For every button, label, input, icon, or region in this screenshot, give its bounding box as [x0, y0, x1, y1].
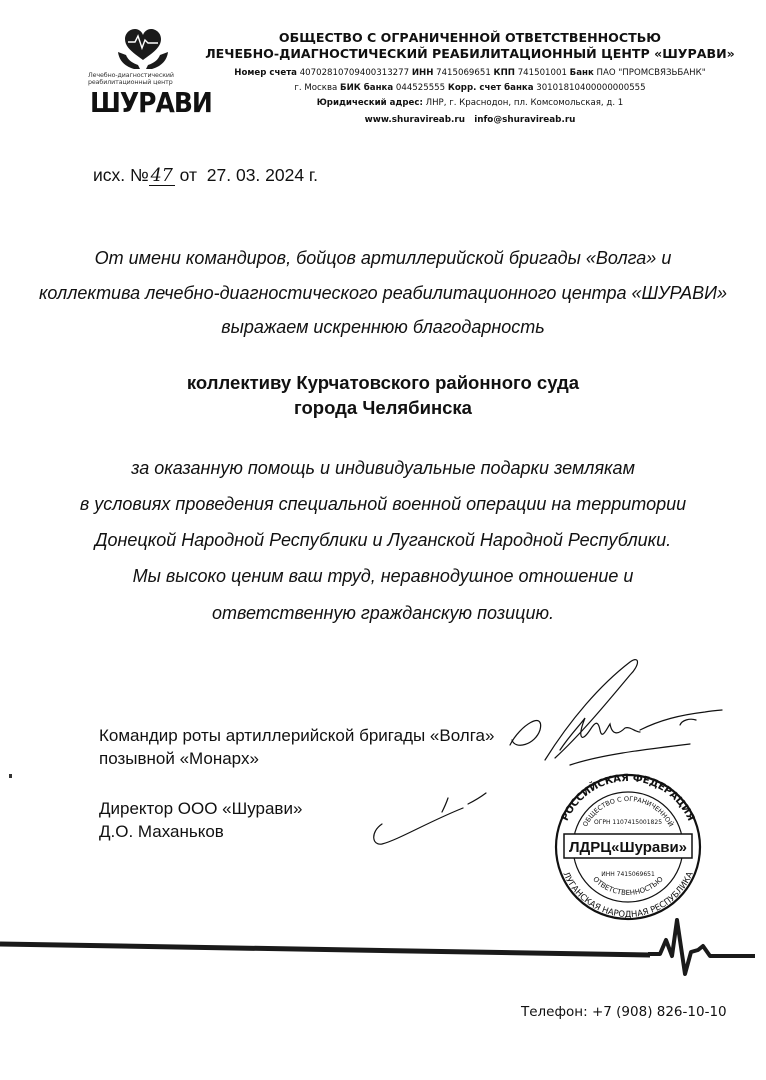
stamp-outer-bottom: ЛУГАНСКАЯ НАРОДНАЯ РЕСПУБЛИКА	[560, 870, 696, 920]
recipient-line: города Челябинска	[294, 397, 472, 418]
org-name-line2: ЛЕЧЕБНО-ДИАГНОСТИЧЕСКИЙ РЕАБИЛИТАЦИОННЫЙ ЦЕНТР «ШУРАВИ»	[205, 46, 735, 61]
logo-subtitle: Лечебно-диагностический реабилитационный центр	[88, 72, 174, 86]
email-link[interactable]: info@shuravireab.ru	[474, 115, 576, 125]
bik-label: БИК банка	[340, 83, 394, 93]
account-value: 40702810709400313277	[299, 68, 410, 78]
footer-phone	[521, 1004, 727, 1020]
commander-title: Командир роты артиллерийской бригады «Волга»	[99, 726, 495, 745]
address-value: ЛНР, г. Краснодон, пл. Комсомольская, д. 1	[425, 98, 624, 108]
body-line: ответственную гражданскую позицию.	[211, 603, 555, 623]
stamp-ogrn: ОГРН 1107415001825	[593, 819, 663, 826]
body-line: Донецкой Народной Республики и Луганской Народной Республики.	[94, 530, 672, 550]
reference-prefix: исх. №	[93, 165, 149, 185]
bik-value: 044525555	[395, 83, 446, 93]
svg-text:ОТВЕТСТВЕННОСТЬЮ	[591, 875, 665, 897]
reference-date: 27. 03. 2024 г.	[206, 165, 319, 185]
address-label: Юридический адрес:	[316, 98, 423, 108]
intro-line: коллектива лечебно-диагностического реабилитационного центра «ШУРАВИ»	[38, 283, 728, 303]
kpp-label: КПП	[493, 68, 515, 78]
scan-speck	[9, 774, 12, 778]
bank-label: Банк	[569, 68, 594, 78]
body-line: за оказанную помощь и индивидуальные подарки землякам	[131, 458, 635, 478]
heartbeat-line-icon	[0, 918, 766, 993]
phone-value: +7 (908) 826-10-10	[591, 1004, 727, 1020]
website-link[interactable]: www.shuravireab.ru	[364, 115, 465, 125]
bank-value: ПАО "ПРОМСВЯЗЬБАНК"	[596, 68, 706, 78]
legal-address	[190, 98, 750, 108]
body-line: Мы высоко ценим ваш труд, неравнодушное отношение и	[132, 566, 634, 586]
outgoing-reference	[93, 165, 318, 186]
logo-name: ШУРАВИ	[90, 86, 212, 119]
bank-details-line1	[190, 68, 750, 78]
bank-details-line2	[190, 83, 750, 93]
inn-label: ИНН	[411, 68, 434, 78]
reference-number: 47	[150, 166, 173, 186]
corr-label: Корр. счет банка	[447, 83, 534, 93]
company-stamp	[548, 772, 708, 922]
director-name: Д.О. Маханьков	[99, 822, 224, 841]
stamp-inner-top: ОБЩЕСТВО С ОГРАНИЧЕННОЙ	[581, 794, 675, 829]
body-line: в условиях проведения специальной военной операции на территории	[79, 494, 687, 514]
stamp-outer-top: РОССИЙСКАЯ ФЕДЕРАЦИЯ	[559, 772, 697, 823]
recipient-line: коллективу Курчатовского районного суда	[186, 372, 580, 393]
org-name-line1: ОБЩЕСТВО С ОГРАНИЧЕННОЙ ОТВЕТСТВЕННОСТЬЮ	[278, 30, 662, 45]
director-signature	[368, 778, 498, 848]
commander-callsign: позывной «Монарх»	[99, 749, 259, 768]
kpp-value: 741501001	[517, 68, 567, 78]
stamp-center: ЛДРЦ«Шурави»	[568, 839, 688, 856]
account-label: Номер счета	[234, 68, 297, 78]
reference-date-prefix: от	[179, 165, 198, 185]
corr-value: 30101810400000000555	[536, 83, 646, 93]
intro-line: выражаем искреннюю благодарность	[221, 317, 545, 337]
intro-line: От имени командиров, бойцов артиллерийской бригады «Волга» и	[94, 248, 672, 268]
stamp-inner-bottom: ОТВЕТСТВЕННОСТЬЮ	[591, 875, 665, 898]
stamp-inn: ИНН 7415069651	[601, 871, 655, 878]
contacts	[190, 115, 750, 125]
director-title: Директор ООО «Шурави»	[99, 799, 303, 818]
phone-label: Телефон:	[521, 1004, 588, 1020]
inn-value: 7415069651	[436, 68, 491, 78]
bank-city: г. Москва	[294, 83, 338, 93]
commander-signature	[500, 650, 725, 770]
